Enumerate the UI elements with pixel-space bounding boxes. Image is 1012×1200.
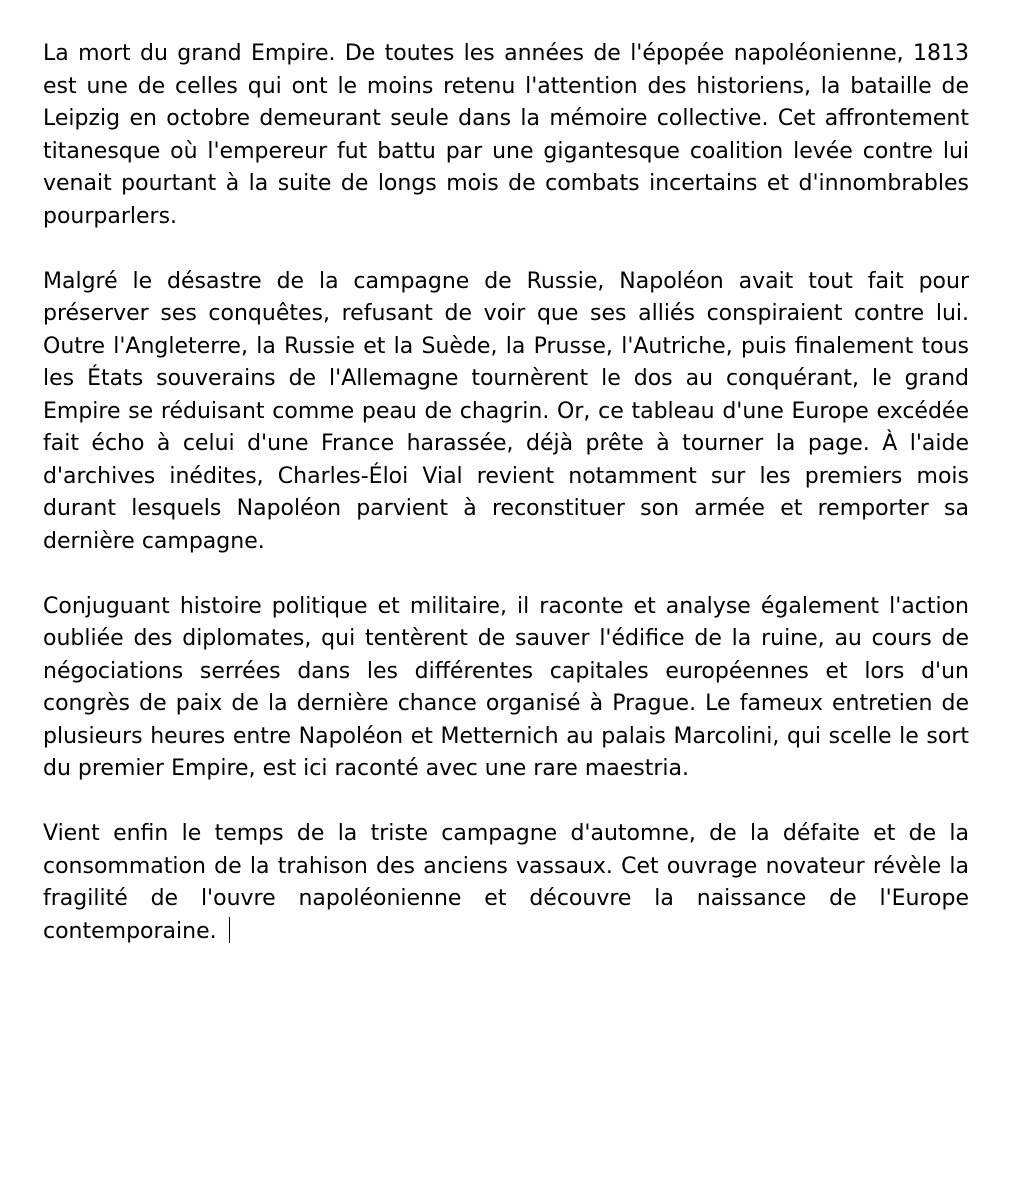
- paragraph-1: La mort du grand Empire. De toutes les années de l'épopée napoléonienne, 1813 est une de celles qui ont le moins retenu l'attention des historiens, la bataille de Leipzig en octobre demeurant seule dans la mémoire collective. Cet affrontement titanesque où l'empereur fut battu par une gigantesque coalition levée contre lui venait pourtant à la suite de longs mois de combats incertains et d'innombrables pourparlers.: [43, 41, 969, 229]
- text-cursor: [229, 917, 231, 943]
- paragraph-2: Malgré le désastre de la campagne de Russie, Napoléon avait tout fait pour préserver ses conquêtes, refusant de voir que ses alliés conspiraient contre lui. Outre l'Angleterre, la Russie et la Suède, la Prusse, l'Autriche, puis finalement tous les États souverains de l'Allemagne tournèrent le dos au conquérant, le grand Empire se réduisant comme peau de chagrin. Or, ce tableau d'une Europe excédée fait écho à celui d'une France harassée, déjà prête à tourner la page. À l'aide d'archives inédites, Charles-Éloi Vial revient notamment sur les premiers mois durant lesquels Napoléon parvient à reconstituer son armée et remporter sa dernière campagne.: [43, 268, 969, 554]
- paragraph-4-text: Vient enfin le temps de la triste campagne d'automne, de la défaite et de la consommation de la trahison des anciens vassaux. Cet ouvrage novateur révèle la fragilité de l'ouvre napoléonienne et découvre la naissance de l'Europe contemporaine.: [43, 821, 969, 944]
- text-document[interactable]: [43, 38, 969, 948]
- paragraph-3: Conjuguant histoire politique et militaire, il raconte et analyse également l'action oubliée des diplomates, qui tentèrent de sauver l'édifice de la ruine, au cours de négociations serrées dans les différentes capitales européennes et lors d'un congrès de paix de la dernière chance organisé à Prague. Le fameux entretien de plusieurs heures entre Napoléon et Metternich au palais Marcolini, qui scelle le sort du premier Empire, est ici raconté avec une rare maestria.: [43, 593, 969, 781]
- paragraph-4: [43, 818, 969, 948]
